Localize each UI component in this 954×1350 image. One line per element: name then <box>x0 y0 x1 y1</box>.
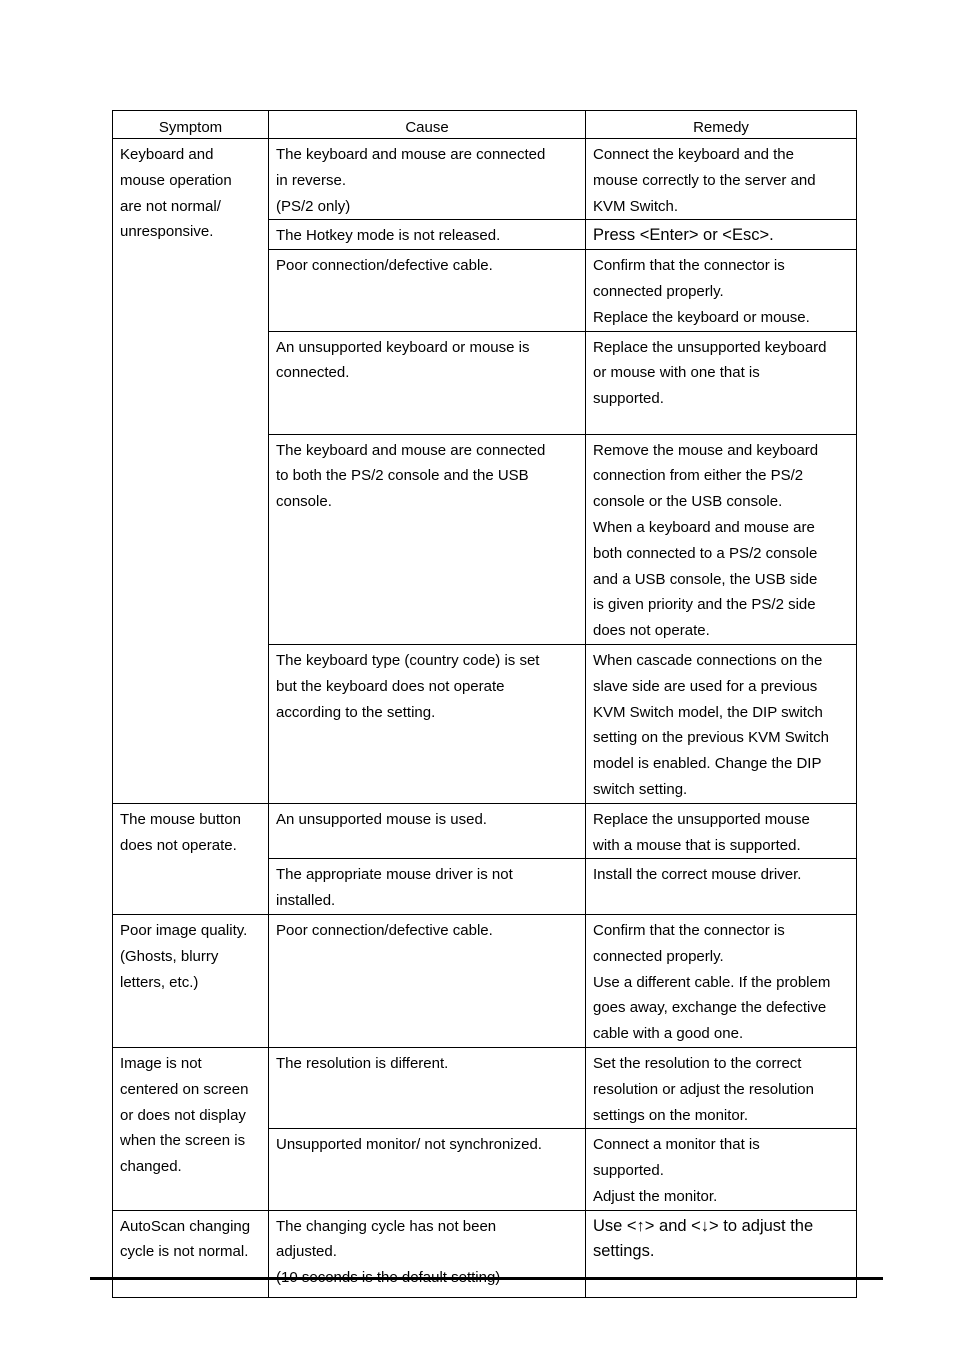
symptom-line: does not operate. <box>120 836 237 854</box>
symptom-line: Image is not <box>120 1054 202 1072</box>
cause-line: The keyboard type (country code) is set <box>276 651 540 669</box>
footer-rule <box>90 1277 883 1280</box>
symptom-cell <box>113 1210 269 1297</box>
cause-line: connected. <box>276 364 350 382</box>
table-row <box>113 803 857 859</box>
remedy-line: Press <Enter> or <Esc>. <box>593 226 774 245</box>
remedy-cell <box>586 139 857 220</box>
table-row <box>113 139 857 220</box>
cause-line: installed. <box>276 892 336 910</box>
remedy-line: mouse correctly to the server and <box>593 171 816 189</box>
remedy-line: Adjust the monitor. <box>593 1187 718 1205</box>
cause-line: console. <box>276 493 332 511</box>
symptom-line: cycle is not normal. <box>120 1243 249 1261</box>
symptom-line: (Ghosts, blurry <box>120 947 219 965</box>
remedy-cell <box>586 1210 857 1297</box>
symptom-line: unresponsive. <box>120 223 214 241</box>
cause-line: Poor connection/defective cable. <box>276 257 493 275</box>
remedy-line: Confirm that the connector is <box>593 257 785 275</box>
cause-line: in reverse. <box>276 171 347 189</box>
cause-cell <box>269 914 586 1047</box>
remedy-line: Replace the unsupported mouse <box>593 810 810 828</box>
remedy-line: supported. <box>593 390 664 408</box>
symptom-line: letters, etc.) <box>120 973 199 991</box>
cause-cell <box>269 1210 586 1297</box>
cause-cell <box>269 1047 586 1128</box>
remedy-cell <box>586 331 857 434</box>
remedy-line: goes away, exchange the defective <box>593 999 827 1017</box>
symptom-cell <box>113 1047 269 1210</box>
remedy-line: or mouse with one that is <box>593 364 760 382</box>
cause-line: An unsupported keyboard or mouse is <box>276 338 530 356</box>
table-body <box>113 139 857 1298</box>
remedy-line: Set the resolution to the correct <box>593 1054 802 1072</box>
header-cause: Cause <box>269 111 586 139</box>
symptom-line: The mouse button <box>120 810 241 828</box>
remedy-line: resolution or adjust the resolution <box>593 1080 814 1098</box>
symptom-line: centered on screen <box>120 1080 249 1098</box>
cause-cell <box>269 220 586 250</box>
remedy-line: supported. <box>593 1162 664 1180</box>
remedy-line: connection from either the PS/2 <box>593 467 804 485</box>
remedy-cell <box>586 859 857 915</box>
cause-line: (PS/2 only) <box>276 197 351 215</box>
remedy-line: connected properly. <box>593 947 724 965</box>
remedy-cell <box>586 1129 857 1210</box>
cause-cell <box>269 331 586 434</box>
symptom-line: Poor image quality. <box>120 921 248 939</box>
remedy-line: When a keyboard and mouse are <box>593 518 815 536</box>
symptom-line: when the screen is <box>120 1132 246 1150</box>
cause-cell <box>269 139 586 220</box>
symptom-line: are not normal/ <box>120 197 221 215</box>
symptom-line: Keyboard and <box>120 146 214 163</box>
cause-cell <box>269 434 586 644</box>
remedy-cell <box>586 434 857 644</box>
cause-line: An unsupported mouse is used. <box>276 810 487 828</box>
table-header-row <box>113 111 857 139</box>
remedy-line: is given priority and the PS/2 side <box>593 596 816 614</box>
remedy-line: Use a different cable. If the problem <box>593 973 831 991</box>
cause-cell <box>269 644 586 803</box>
remedy-cell <box>586 803 857 859</box>
remedy-cell <box>586 220 857 250</box>
remedy-line: Remove the mouse and keyboard <box>593 441 819 459</box>
remedy-line: settings. <box>593 1242 655 1261</box>
remedy-line: Install the correct mouse driver. <box>593 866 802 884</box>
cause-line: The resolution is different. <box>276 1054 449 1072</box>
remedy-line: KVM Switch model, the DIP switch <box>593 703 823 721</box>
remedy-line: Connect the keyboard and the <box>593 146 794 163</box>
cause-line: The keyboard and mouse are connected <box>276 146 546 163</box>
remedy-line: and a USB console, the USB side <box>593 570 818 588</box>
remedy-cell <box>586 644 857 803</box>
cause-cell <box>269 803 586 859</box>
symptom-line: or does not display <box>120 1106 246 1124</box>
symptom-cell <box>113 914 269 1047</box>
remedy-line: KVM Switch. <box>593 197 679 215</box>
remedy-line: does not operate. <box>593 622 710 640</box>
remedy-cell <box>586 250 857 331</box>
symptom-cell <box>113 139 269 804</box>
remedy-line: with a mouse that is supported. <box>593 836 801 854</box>
remedy-line: console or the USB console. <box>593 493 783 511</box>
symptom-cell <box>113 803 269 914</box>
cause-cell <box>269 250 586 331</box>
header-symptom: Symptom <box>113 111 269 139</box>
remedy-line: model is enabled. Change the DIP <box>593 755 822 773</box>
cause-line: Poor connection/defective cable. <box>276 921 493 939</box>
cause-cell <box>269 859 586 915</box>
remedy-line: Replace the keyboard or mouse. <box>593 308 810 326</box>
cause-line: adjusted. <box>276 1243 337 1261</box>
remedy-cell <box>586 914 857 1047</box>
cause-line: The appropriate mouse driver is not <box>276 866 513 884</box>
cause-line: according to the setting. <box>276 703 436 721</box>
remedy-line: cable with a good one. <box>593 1025 744 1043</box>
cause-line: The keyboard and mouse are connected <box>276 441 546 459</box>
table-row <box>113 1047 857 1128</box>
remedy-line: Replace the unsupported keyboard <box>593 338 827 356</box>
cause-line: The changing cycle has not been <box>276 1217 497 1235</box>
cause-line: Unsupported monitor/ not synchronized. <box>276 1136 542 1154</box>
cause-line: The Hotkey mode is not released. <box>276 227 501 245</box>
cause-cell <box>269 1129 586 1210</box>
remedy-line: slave side are used for a previous <box>593 677 818 695</box>
table-row <box>113 914 857 1047</box>
remedy-line: settings on the monitor. <box>593 1106 749 1124</box>
troubleshooting-table <box>112 110 857 1298</box>
remedy-line: both connected to a PS/2 console <box>593 544 818 562</box>
table-row <box>113 1210 857 1297</box>
symptom-line: mouse operation <box>120 171 232 189</box>
cause-line: to both the PS/2 console and the USB <box>276 467 529 485</box>
remedy-line: Confirm that the connector is <box>593 921 785 939</box>
symptom-line: AutoScan changing <box>120 1217 251 1235</box>
remedy-line: Use <↑> and <↓> to adjust the <box>593 1216 814 1235</box>
remedy-cell <box>586 1047 857 1128</box>
cause-line: but the keyboard does not operate <box>276 677 505 695</box>
remedy-line: When cascade connections on the <box>593 651 823 669</box>
remedy-line: switch setting. <box>593 780 688 798</box>
remedy-line: setting on the previous KVM Switch <box>593 729 829 747</box>
symptom-line: changed. <box>120 1158 182 1176</box>
header-remedy: Remedy <box>586 111 857 139</box>
remedy-line: connected properly. <box>593 282 724 300</box>
remedy-line: Connect a monitor that is <box>593 1136 760 1154</box>
